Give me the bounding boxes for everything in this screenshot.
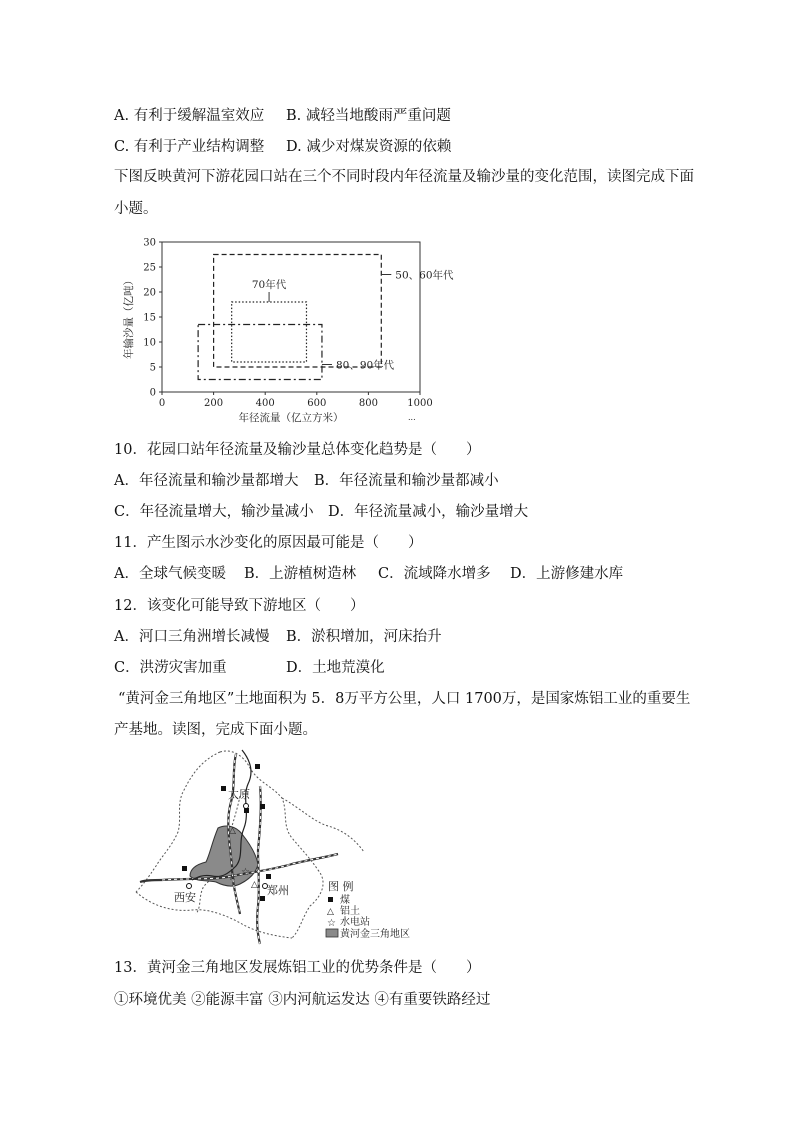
- y-tick-label: 25: [143, 262, 156, 274]
- y-tick-label: 15: [143, 312, 156, 324]
- hydro-station-icon: ☆: [241, 867, 250, 878]
- x-tick-label: 0: [158, 398, 166, 409]
- y-tick-label: 30: [143, 237, 156, 249]
- x-tick-label: 600: [307, 398, 327, 409]
- q10-option-c: C．年径流量增大，输沙量减小: [114, 504, 314, 520]
- city-label-xian: 西安: [174, 891, 196, 904]
- option-c: C. 有利于产业结构调整: [114, 139, 265, 155]
- q10-option-b: B．年径流量和输沙量都减小: [314, 473, 499, 489]
- y-axis-label: 年输沙量（亿吨）: [123, 275, 135, 359]
- coal-icon: [255, 764, 260, 769]
- watermark: ...: [408, 413, 416, 422]
- y-tick-label: 5: [149, 362, 156, 374]
- x-tick-label: 400: [255, 398, 275, 409]
- intro-text-2: “黄河金三角地区”土地面积为 5．8万平方公里，人口 1700万，是国家炼铝工业的重要生: [118, 691, 691, 707]
- bauxite-icon: △: [251, 880, 258, 890]
- railway-line-sw: [140, 880, 162, 882]
- range-box-2: [198, 325, 322, 380]
- legend-coal-label: 煤: [340, 895, 350, 906]
- intro-text-1-cont: 小题。: [114, 201, 158, 217]
- city-marker-xian: [187, 884, 192, 889]
- q11-option-b: B．上游植树造林: [244, 566, 357, 582]
- city-label-taiyuan: 太原: [228, 788, 250, 801]
- x-tick-label: 1000: [407, 398, 433, 409]
- legend-title: 图 例: [328, 880, 354, 893]
- q11-option-c: C．流域降水增多: [378, 566, 491, 582]
- intro-text-1: 下图反映黄河下游花园口站在三个不同时段内年径流量及输沙量的变化范围，读图完成下面: [114, 169, 694, 185]
- coal-icon: [266, 874, 271, 879]
- runoff-sediment-chart: [118, 232, 478, 427]
- bauxite-icon: △: [229, 826, 236, 836]
- series-label-2: 80、90年代: [335, 359, 395, 372]
- legend-bauxite-icon: △: [327, 907, 334, 917]
- q12-option-c: C．洪涝灾害加重: [114, 660, 227, 676]
- q12-option-b: B．淤积增加，河床抬升: [286, 629, 442, 645]
- y-tick-label: 20: [143, 287, 156, 299]
- legend-region-swatch: [326, 929, 338, 937]
- map-legend: [326, 879, 410, 940]
- range-box-1: [232, 302, 307, 362]
- coal-icon: [260, 804, 265, 809]
- hydro-station-icon: ☆: [228, 872, 237, 883]
- y-tick-label: 10: [143, 337, 156, 349]
- q11-option-d: D．上游修建水库: [510, 566, 624, 582]
- legend-hydro-icon: ☆: [327, 918, 336, 929]
- legend-hydro-label: 水电站: [340, 917, 370, 928]
- golden-triangle-map: [132, 746, 432, 946]
- province-boundary-south: [136, 892, 292, 938]
- series-label-0: 50、60年代: [395, 269, 454, 282]
- legend-region-label: 黄河金三角地区: [340, 929, 410, 940]
- city-label-zhengzhou: 郑州: [267, 884, 289, 897]
- coal-icon: [260, 896, 265, 901]
- option-b: B. 减轻当地酸雨严重问题: [286, 108, 451, 124]
- y-tick-label: 0: [149, 387, 156, 399]
- question-12-stem: 12．该变化可能导致下游地区（ ）: [114, 598, 365, 614]
- q11-option-a: A．全球气候变暖: [114, 566, 226, 582]
- q10-option-a: A．年径流量和输沙量都增大: [114, 473, 299, 489]
- question-11-stem: 11．产生图示水沙变化的原因最可能是（ ）: [114, 535, 423, 551]
- question-10-stem: 10．花园口站年径流量及输沙量总体变化趋势是（ ）: [114, 442, 481, 458]
- series-label-1: 70年代: [251, 279, 287, 291]
- range-box-0: [214, 255, 382, 368]
- q12-option-d: D．土地荒漠化: [286, 660, 385, 676]
- question-13-stem: 13．黄河金三角地区发展炼铝工业的优势条件是（ ）: [114, 960, 481, 976]
- x-axis-label: 年径流量（亿立方米）: [238, 412, 344, 424]
- x-tick-label: 800: [358, 398, 378, 409]
- city-marker-taiyuan: [244, 804, 249, 809]
- option-a: A. 有利于缓解温室效应: [114, 108, 265, 124]
- q13-options: ①环境优美 ②能源丰富 ③内河航运发达 ④有重要铁路经过: [114, 992, 491, 1008]
- intro-text-2-cont: 产基地。读图，完成下面小题。: [114, 722, 317, 738]
- q10-option-d: D．年径流量减小，输沙量增大: [328, 504, 529, 520]
- legend-coal-icon: [328, 897, 333, 902]
- x-tick-label: 200: [204, 398, 224, 409]
- coal-icon: [221, 786, 226, 791]
- railway-line-zhengzhou: [257, 786, 261, 944]
- legend-bauxite-label: 铝土: [340, 906, 360, 917]
- province-boundary-east: [282, 798, 364, 852]
- coal-icon: [182, 866, 187, 871]
- q12-option-a: A．河口三角洲增长减慢: [114, 629, 270, 645]
- option-d: D. 减少对煤炭资源的依赖: [286, 139, 452, 155]
